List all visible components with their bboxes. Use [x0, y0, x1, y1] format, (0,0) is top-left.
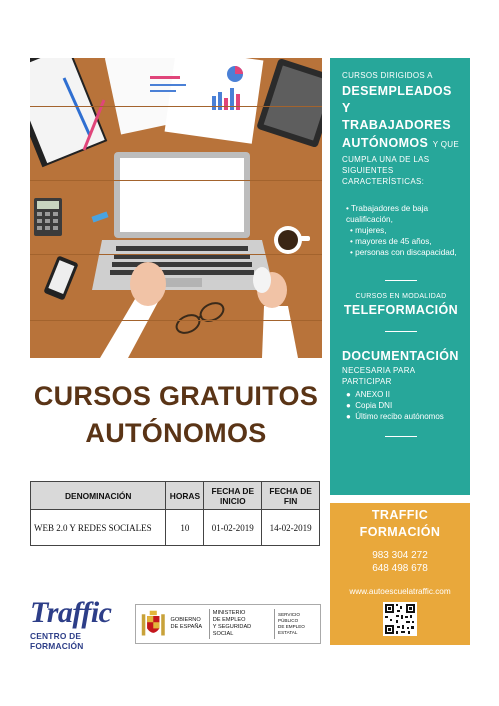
modality-label: CURSOS EN MODALIDAD — [355, 293, 447, 300]
smartphone-icon — [43, 255, 78, 300]
usb-stick-icon — [91, 211, 108, 222]
list-item: ● Copia DNI — [346, 401, 393, 410]
panel-intro: CURSOS DIRIGIDOS A — [342, 71, 433, 80]
traffic-logo-word: Traffic — [30, 596, 112, 629]
cell-course-name: WEB 2.0 Y REDES SOCIALES — [31, 510, 166, 546]
audience-line-1: DESEMPLEADOS — [342, 84, 452, 98]
ministry-line-3: Y SEGURIDAD SOCIAL — [212, 624, 252, 637]
header-denominacion: DENOMINACIÓN — [31, 482, 166, 510]
doc-intro: NECESARIA PARA PARTICIPAR — [342, 366, 415, 386]
government-logos — [135, 604, 321, 644]
calculator-icon — [34, 198, 62, 236]
title-line-2: AUTÓNOMOS — [85, 418, 267, 448]
list-item: • personas con discapacidad, — [350, 248, 457, 257]
qr-code-icon — [383, 602, 417, 636]
criteria-line-1: CUMPLA UNA DE LAS — [342, 155, 430, 164]
list-item: • mayores de 45 años, — [350, 237, 432, 246]
table-header-row — [31, 482, 320, 510]
laptop-icon — [92, 152, 274, 290]
divider — [385, 331, 417, 332]
modality-value: TELEFORMACIÓN — [343, 303, 459, 317]
cell-end-date: 14-02-2019 — [262, 510, 320, 546]
table-row — [31, 510, 320, 546]
coffee-cup-icon — [274, 226, 310, 254]
audience-line-3: AUTÓNOMOS — [342, 136, 429, 150]
courses-table — [30, 481, 320, 546]
traffic-logo — [30, 596, 130, 651]
page-title — [30, 378, 322, 452]
mouse-icon — [253, 267, 271, 293]
coat-of-arms-icon — [140, 607, 167, 641]
sepe-line-2: DE EMPLEO ESTATAL — [278, 624, 305, 635]
header-horas: HORAS — [166, 482, 204, 510]
divider — [385, 436, 417, 437]
header-fecha-fin: FECHA DE FIN — [262, 482, 320, 510]
header-fecha-inicio: FECHA DE INICIO — [204, 482, 262, 510]
desk-illustration — [30, 58, 322, 358]
features-list — [342, 203, 460, 258]
desk-scene-graphic — [30, 58, 322, 358]
audience-line-2: Y TRABAJADORES — [342, 101, 451, 132]
notebook-icon — [30, 58, 107, 167]
glasses-icon — [174, 300, 227, 337]
tablet-icon — [256, 58, 322, 148]
chart-papers-icon — [105, 58, 264, 144]
list-item: ● ANEXO II — [346, 390, 390, 399]
gov-line-2: DE ESPAÑA — [170, 624, 203, 630]
cell-hours: 10 — [166, 510, 204, 546]
criteria-line-2: SIGUIENTES — [342, 166, 394, 175]
gov-line-1: GOBIERNO — [170, 617, 201, 624]
phone-1[interactable]: 983 304 272 — [372, 550, 428, 561]
contact-panel — [330, 503, 470, 645]
doc-list — [342, 389, 460, 422]
audience-suffix: Y QUE — [432, 140, 459, 149]
phone-2[interactable]: 648 498 678 — [372, 563, 428, 574]
info-panel — [330, 58, 470, 495]
doc-title: DOCUMENTACIÓN — [342, 349, 459, 363]
list-item: • Trabajadores de baja cualificación, — [346, 204, 429, 224]
criteria-line-3: CARACTERÍSTICAS: — [342, 177, 425, 186]
company-line-1: TRAFFIC — [371, 508, 429, 522]
list-item: • mujeres, — [350, 226, 387, 235]
traffic-logo-subtitle: CENTRO DE FORMACIÓN — [30, 631, 84, 651]
sepe-line-1: SERVICIO PÚBLICO — [278, 612, 300, 623]
website-link[interactable]: www.autoescuelatraffic.com — [349, 587, 451, 596]
ministry-line-2: DE EMPLEO — [212, 617, 246, 624]
ministry-line-1: MINISTERIO — [212, 610, 246, 617]
cell-start-date: 01-02-2019 — [204, 510, 262, 546]
list-item: ● Último recibo autónomos — [346, 412, 444, 421]
divider — [385, 280, 417, 281]
company-line-2: FORMACIÓN — [359, 525, 441, 539]
title-line-1: CURSOS GRATUITOS — [33, 381, 319, 411]
